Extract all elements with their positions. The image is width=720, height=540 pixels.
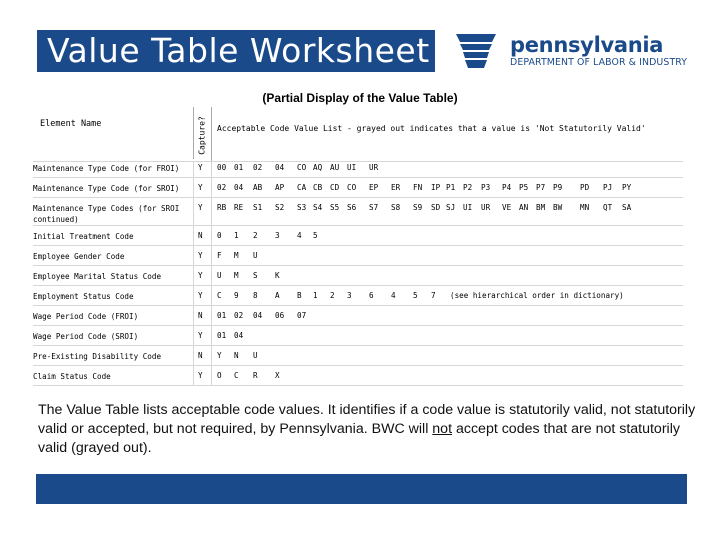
code-value-cell: B bbox=[297, 291, 302, 300]
code-value-cell: C bbox=[234, 371, 239, 380]
element-name-cell: Initial Treatment Code bbox=[33, 232, 134, 241]
code-value-cell: R bbox=[253, 371, 258, 380]
code-value-cell: CD bbox=[330, 183, 340, 192]
row-divider bbox=[33, 285, 683, 286]
code-value-cell: FN bbox=[413, 183, 423, 192]
element-name-cell: Employee Marital Status Code bbox=[33, 272, 162, 281]
code-value-cell: 5 bbox=[413, 291, 418, 300]
column-divider bbox=[193, 161, 194, 385]
code-value-cell: P3 bbox=[481, 183, 491, 192]
description-text bbox=[38, 401, 698, 458]
element-name-cell: Maintenance Type Codes (for SROI continued) bbox=[33, 204, 180, 224]
code-value-cell: U bbox=[253, 251, 258, 260]
element-name-cell: Wage Period Code (SROI) bbox=[33, 332, 139, 341]
code-value-cell: S1 bbox=[253, 203, 263, 212]
row-divider bbox=[33, 345, 683, 346]
code-value-cell: 04 bbox=[275, 163, 285, 172]
code-value-cell: MN bbox=[580, 203, 590, 212]
code-value-cell: PD bbox=[580, 183, 590, 192]
element-name-cell: Maintenance Type Code (for SROI) bbox=[33, 184, 180, 193]
code-value-cell: RE bbox=[234, 203, 244, 212]
pennsylvania-logo bbox=[450, 32, 690, 72]
code-value-cell: S3 bbox=[297, 203, 307, 212]
code-value-cell: X bbox=[275, 371, 280, 380]
element-name-cell: Pre-Existing Disability Code bbox=[33, 352, 162, 361]
code-value-cell: CB bbox=[313, 183, 323, 192]
header-acceptable-values: Acceptable Code Value List - grayed out indicates that a value is 'Not Statutorily Valid' bbox=[217, 124, 646, 133]
code-value-cell: 04 bbox=[253, 311, 263, 320]
capture-cell: Y bbox=[198, 203, 203, 212]
code-value-cell: O bbox=[217, 371, 222, 380]
code-value-cell: BW bbox=[553, 203, 563, 212]
code-value-cell: N bbox=[234, 351, 239, 360]
element-name-cell: Wage Period Code (FROI) bbox=[33, 312, 139, 321]
code-value-cell: U bbox=[253, 351, 258, 360]
code-value-cell: A bbox=[275, 291, 280, 300]
header-divider bbox=[33, 161, 683, 162]
code-value-cell: C bbox=[217, 291, 222, 300]
code-value-cell: 4 bbox=[391, 291, 396, 300]
code-value-cell: S7 bbox=[369, 203, 379, 212]
code-value-cell: F bbox=[217, 251, 222, 260]
code-value-cell: AN bbox=[519, 203, 529, 212]
code-value-cell: 5 bbox=[313, 231, 318, 240]
code-value-cell: P2 bbox=[463, 183, 473, 192]
code-value-cell: S6 bbox=[347, 203, 357, 212]
code-value-cell: 01 bbox=[234, 163, 244, 172]
code-value-cell: RB bbox=[217, 203, 227, 212]
code-value-cell: 6 bbox=[369, 291, 374, 300]
code-value-cell: 02 bbox=[234, 311, 244, 320]
capture-cell: Y bbox=[198, 183, 203, 192]
code-value-cell: UI bbox=[347, 163, 357, 172]
title-bar bbox=[37, 30, 435, 72]
header-element-name bbox=[33, 107, 194, 159]
code-value-cell: 04 bbox=[234, 331, 244, 340]
logo-name: pennsylvania bbox=[510, 33, 664, 57]
description-part-2: accept codes that are not statutorily valid (grayed out). bbox=[38, 421, 680, 456]
code-value-cell: M bbox=[234, 271, 239, 280]
capture-cell: N bbox=[198, 231, 203, 240]
code-value-cell: 3 bbox=[347, 291, 352, 300]
code-value-cell: P9 bbox=[553, 183, 563, 192]
code-value-cell: UI bbox=[463, 203, 473, 212]
code-value-cell: EP bbox=[369, 183, 379, 192]
code-value-cell: M bbox=[234, 251, 239, 260]
footer-bar bbox=[36, 474, 688, 504]
code-value-cell: 07 bbox=[297, 311, 307, 320]
header-capture bbox=[193, 107, 212, 161]
capture-cell: Y bbox=[198, 163, 203, 172]
row-divider bbox=[33, 225, 683, 226]
code-value-cell: AQ bbox=[313, 163, 323, 172]
code-value-cell: S5 bbox=[330, 203, 340, 212]
page-title: Value Table Worksheet bbox=[47, 31, 430, 70]
code-value-cell: BM bbox=[536, 203, 546, 212]
code-value-cell: 02 bbox=[217, 183, 227, 192]
logo-department: DEPARTMENT OF LABOR & INDUSTRY bbox=[510, 57, 688, 68]
code-value-cell: 7 bbox=[431, 291, 436, 300]
code-value-cell: S2 bbox=[275, 203, 285, 212]
capture-cell: Y bbox=[198, 371, 203, 380]
code-value-cell: 00 bbox=[217, 163, 227, 172]
row-divider bbox=[33, 365, 683, 366]
code-value-cell: UR bbox=[369, 163, 379, 172]
code-value-cell: 4 bbox=[297, 231, 302, 240]
code-value-cell: SD bbox=[431, 203, 441, 212]
keystone-icon bbox=[450, 32, 502, 70]
header-element-name-label: Element Name bbox=[40, 119, 102, 129]
capture-cell: Y bbox=[198, 331, 203, 340]
column-divider bbox=[211, 161, 212, 385]
code-value-cell: S4 bbox=[313, 203, 323, 212]
row-divider bbox=[33, 265, 683, 266]
capture-cell: N bbox=[198, 351, 203, 360]
code-value-cell: 3 bbox=[275, 231, 280, 240]
code-value-cell: 0 bbox=[217, 231, 222, 240]
capture-cell: N bbox=[198, 311, 203, 320]
code-value-cell: P5 bbox=[519, 183, 529, 192]
code-value-cell: IP bbox=[431, 183, 441, 192]
element-name-cell: Employment Status Code bbox=[33, 292, 134, 301]
code-value-cell: 1 bbox=[234, 231, 239, 240]
code-value-cell: Y bbox=[217, 351, 222, 360]
code-value-cell: AU bbox=[330, 163, 340, 172]
code-value-cell: 9 bbox=[234, 291, 239, 300]
code-value-cell: 02 bbox=[253, 163, 263, 172]
row-divider bbox=[33, 245, 683, 246]
subtitle: (Partial Display of the Value Table) bbox=[262, 91, 458, 105]
code-note: (see hierarchical order in dictionary) bbox=[450, 291, 624, 300]
code-value-cell: UR bbox=[481, 203, 491, 212]
code-value-cell: 01 bbox=[217, 311, 227, 320]
code-value-cell: CA bbox=[297, 183, 307, 192]
row-divider bbox=[33, 385, 683, 386]
capture-cell: Y bbox=[198, 291, 203, 300]
code-value-cell: 2 bbox=[330, 291, 335, 300]
capture-cell: Y bbox=[198, 271, 203, 280]
code-value-cell: 1 bbox=[313, 291, 318, 300]
row-divider bbox=[33, 305, 683, 306]
code-value-cell: P1 bbox=[446, 183, 456, 192]
row-divider bbox=[33, 325, 683, 326]
code-value-cell: CO bbox=[347, 183, 357, 192]
code-value-cell: U bbox=[217, 271, 222, 280]
element-name-cell: Maintenance Type Code (for FROI) bbox=[33, 164, 180, 173]
row-divider bbox=[33, 197, 683, 198]
element-name-cell: Claim Status Code bbox=[33, 372, 111, 381]
code-value-cell: PJ bbox=[603, 183, 613, 192]
code-value-cell: ER bbox=[391, 183, 401, 192]
code-value-cell: S bbox=[253, 271, 258, 280]
code-value-cell: VE bbox=[502, 203, 512, 212]
row-divider bbox=[33, 177, 683, 178]
code-value-cell: P7 bbox=[536, 183, 546, 192]
code-value-cell: 01 bbox=[217, 331, 227, 340]
capture-cell: Y bbox=[198, 251, 203, 260]
description-part-1: The Value Table lists acceptable code values. It identifies if a code value is statutorily valid, not statutorily valid or accepted, but not required, by Pennsylvania. BWC will bbox=[38, 402, 696, 437]
code-value-cell: 04 bbox=[234, 183, 244, 192]
code-value-cell: K bbox=[275, 271, 280, 280]
code-value-cell: AB bbox=[253, 183, 263, 192]
code-value-cell: AP bbox=[275, 183, 285, 192]
code-value-cell: SA bbox=[622, 203, 632, 212]
code-value-cell: 2 bbox=[253, 231, 258, 240]
code-value-cell: S9 bbox=[413, 203, 423, 212]
description-underlined: not bbox=[432, 421, 453, 437]
code-value-cell: SJ bbox=[446, 203, 456, 212]
code-value-cell: CO bbox=[297, 163, 307, 172]
code-value-cell: 06 bbox=[275, 311, 285, 320]
code-value-cell: P4 bbox=[502, 183, 512, 192]
code-value-cell: PY bbox=[622, 183, 632, 192]
header-capture-label: Capture? bbox=[197, 116, 207, 155]
code-value-cell: S8 bbox=[391, 203, 401, 212]
code-value-cell: 8 bbox=[253, 291, 258, 300]
code-value-cell: QT bbox=[603, 203, 613, 212]
footer-notch bbox=[687, 474, 705, 504]
element-name-cell: Employee Gender Code bbox=[33, 252, 125, 261]
